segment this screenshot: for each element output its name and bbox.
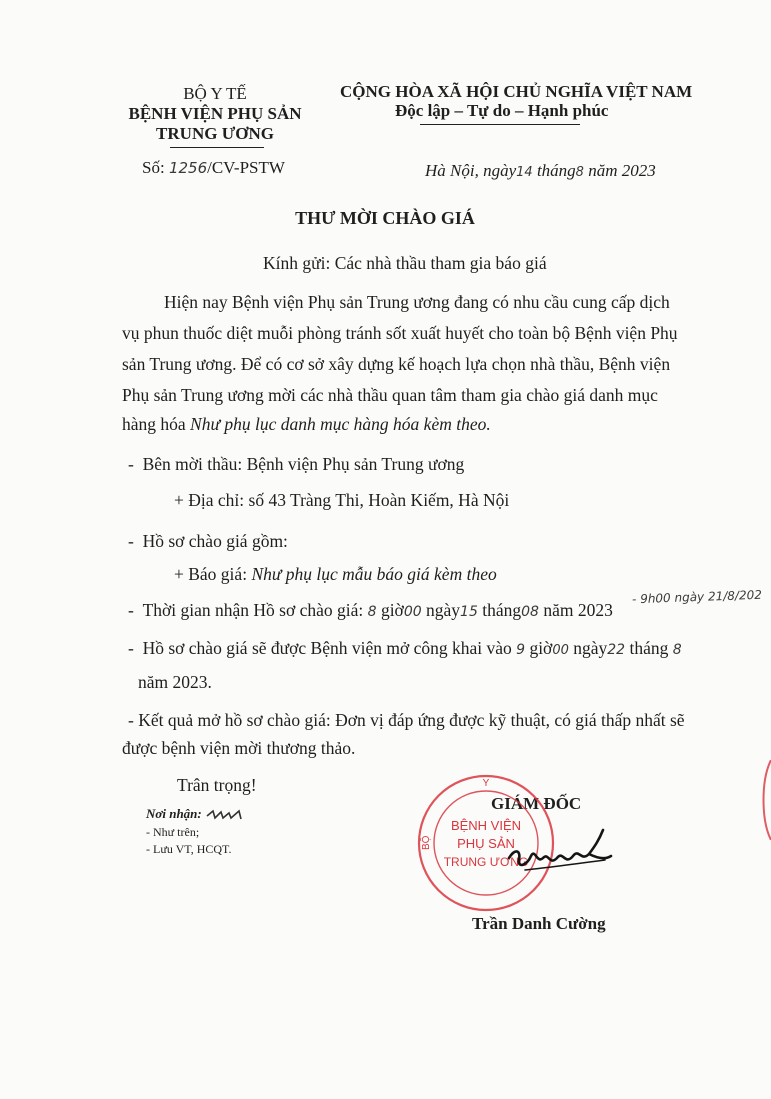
open-month-handwritten: 8 [672,642,682,658]
stamp-line-2: PHỤ SẢN [457,836,515,851]
open-thang: tháng [629,638,669,658]
quote-prefix: + Báo giá: [174,564,252,584]
bullet-dash: - [128,600,143,620]
open-hour-handwritten: 9 [516,642,526,658]
receive-min-handwritten: 00 [403,604,422,620]
dossier-text: Hồ sơ chào giá gồm: [142,531,288,551]
recipient-line-1: - Như trên; [146,825,200,839]
date-prefix: Hà Nội, ngày [425,161,517,180]
dossier-item [128,531,288,552]
recipients-block [146,806,245,822]
stamp-side-letters: BỘ [421,835,432,850]
bullet-dash: - [128,638,143,658]
recipient-line-2: - Lưu VT, HCQT. [146,842,232,856]
receive-month-handwritten: 08 [521,604,539,620]
date-day-handwritten: 14 [516,165,533,180]
receive-year: năm 2023 [543,600,613,620]
inviter-text: Bên mời thầu: Bệnh viện Phụ sản Trung ương [142,454,465,474]
date-year: năm 2023 [588,161,656,180]
intro-line-1: Hiện nay Bệnh viện Phụ sản Trung ương đang có nhu cầu cung cấp dịch [164,292,670,312]
intro-line-5-text: hàng hóa [122,414,191,434]
bullet-dash: - [128,454,143,474]
open-year: năm 2023. [138,672,212,692]
motto-underline [420,124,580,125]
date-line [425,161,656,181]
result-line-1: Kết quả mở hồ sơ chào giá: Đơn vị đáp ứng được kỹ thuật, có giá thấp nhất sẽ [138,710,685,730]
document-title: THƯ MỜI CHÀO GIÁ [295,208,475,228]
national-motto: Độc lập – Tự do – Hạnh phúc [395,101,609,120]
receive-time-item [128,600,613,621]
open-ngay: ngày [573,638,608,658]
date-month-label: tháng [536,161,576,180]
bullet-dash: - [128,710,139,730]
open-time-item [128,638,682,659]
recipient-line: Kính gửi: Các nhà thầu tham gia báo giá [263,253,547,273]
bullet-dash: - [128,531,143,551]
document-number-prefix: Số: [142,158,165,177]
quote-italic: Như phụ lục mẫu báo giá kèm theo [251,564,497,584]
recipients-label: Nơi nhận: [146,806,202,821]
ministry-name: BỘ Y TẾ [183,84,247,103]
quote-item [174,564,497,585]
director-signature [505,820,615,885]
organization-name-line2: TRUNG ƯƠNG [156,124,274,143]
signer-title: GIÁM ĐỐC [491,794,582,813]
intro-line-5-italic: Như phụ lục danh mục hàng hóa kèm theo. [190,414,491,434]
document-number-suffix: /CV-PSTW [207,158,285,177]
document-number [142,158,285,178]
receive-thang: tháng [482,600,522,620]
date-month-handwritten: 8 [575,165,584,180]
open-min-handwritten: 00 [552,643,569,658]
receive-gio: giờ [380,600,404,620]
address-item: + Địa chỉ: số 43 Tràng Thi, Hoàn Kiếm, Hà Nội [174,490,510,510]
stamp-top-letter: Y [482,778,490,789]
open-gio: giờ [529,638,553,658]
intro-line-2: vụ phun thuốc diệt muỗi phòng tránh sốt xuất huyết cho toàn bộ Bệnh viện Phụ [122,323,678,343]
stamp-line-1: BỆNH VIỆN [450,818,522,833]
receive-ngay: ngày [426,600,461,620]
result-item [128,710,685,731]
intro-line-5 [122,414,491,435]
intro-line-3: sản Trung ương. Để có cơ sở xây dựng kế hoạch lựa chọn nhà thầu, Bệnh viện [122,354,671,374]
open-prefix: Hồ sơ chào giá sẽ được Bệnh viện mở công khai vào [142,638,512,658]
closing-greeting: Trân trọng! [177,775,257,795]
initials-scribble [205,808,245,822]
open-day-handwritten: 22 [607,642,626,658]
org-underline [170,147,264,148]
receive-hour-handwritten: 8 [367,604,377,620]
receive-extension-handwritten: - 9h00 ngày 21/8/202 [631,587,763,607]
stamp-line-3: TRUNG ƯƠNG [443,855,529,869]
country-name: CỘNG HÒA XÃ HỘI CHỦ NGHĨA VIỆT NAM [340,82,693,101]
intro-line-4: Phụ sản Trung ương mời các nhà thầu quan tâm tham gia chào giá danh mục [122,385,658,405]
signer-name: Trần Danh Cường [472,914,606,933]
document-number-handwritten: 1256 [168,159,208,177]
receive-prefix: Thời gian nhận Hồ sơ chào giá: [142,600,364,620]
result-line-2: được bệnh viện mời thương thảo. [122,738,356,758]
edge-stamp-fragment [759,760,771,840]
inviter-item [128,454,464,475]
receive-day-handwritten: 15 [460,604,478,620]
organization-name-line1: BỆNH VIỆN PHỤ SẢN [128,104,302,123]
